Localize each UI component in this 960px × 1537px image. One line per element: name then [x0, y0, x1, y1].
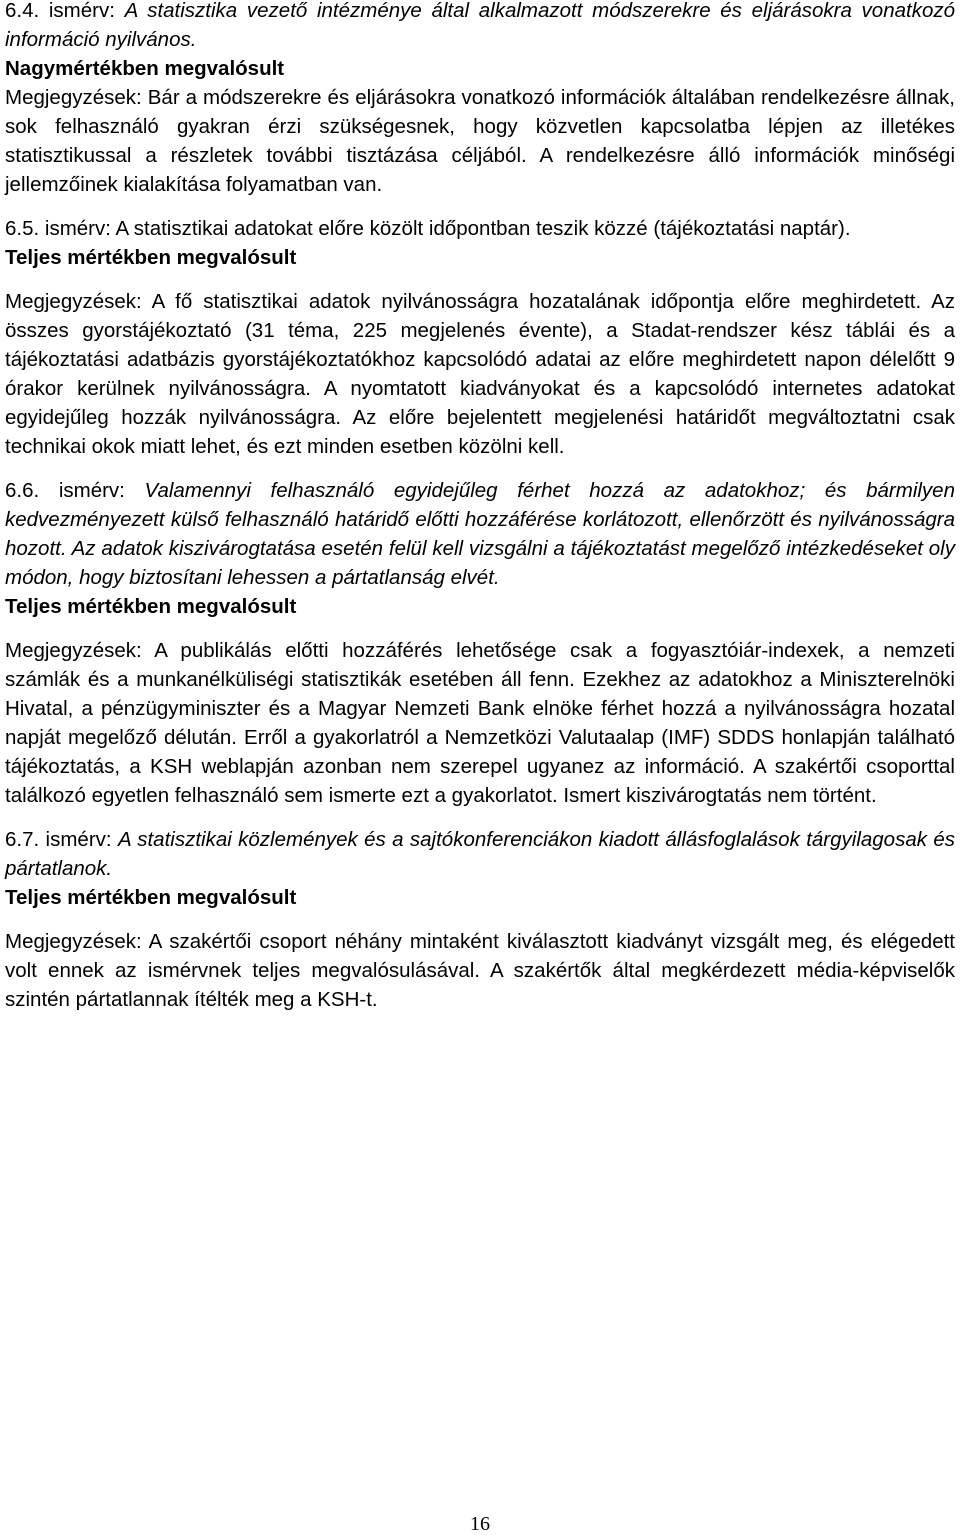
notes-6-6: Megjegyzések: A publikálás előtti hozzáférés lehetősége csak a fogyasztóiár-indexek, a nemzeti számlák és a munkanélküliségi statisztikák esetében áll fenn. Ezekhez az adatokhoz a Miniszterelnöki Hivatal, a pénzügyminiszter és a Magyar Nemzeti Bank elnöke férhet hozzá a nyilvánosságra hozatal napját megelőző délután. Erről a gyakorlatról a Nemzetközi Valutaalap (IMF) SDDS honlapján található tájékoztatás, a KSH weblapján azonban nem szerepel ugyanez az információ. A szakértői csoporttal találkozó egyetlen felhasználó sem ismerte ezt a gyakorlatot. Ismert kiszivárogtatás nem történt. [5, 639, 955, 807]
status-6-5: Teljes mértékben megvalósult [5, 246, 297, 269]
criterion-6-4 [5, 0, 955, 54]
page-number: 16 [470, 1513, 490, 1535]
criterion-label: 6.4. ismérv: [5, 0, 115, 22]
criterion-text: A statisztika vezető intézménye által alkalmazott módszerekre és eljárásokra vonatkozó információ nyilvános. [5, 0, 956, 51]
document-body [5, 0, 955, 1014]
criterion-text: A statisztikai adatokat előre közölt időpontban teszik közzé (tájékoztatási naptár). [115, 217, 851, 240]
criterion-6-5 [5, 214, 955, 243]
criterion-text: Valamennyi felhasználó egyidejűleg férhet hozzá az adatokhoz; és bármilyen kedvezményezett külső felhasználó határidő előtti hozzáférése korlátozott, ellenőrzött és nyilvánosságra hozott. Az adatok kiszivárogtatása esetén felül kell vizsgálni a tájékoztatást megelőző intézkedéseket oly módon, hogy biztosítani lehessen a pártatlanság elvét. [5, 479, 955, 589]
status-6-6: Teljes mértékben megvalósult [5, 595, 297, 618]
notes-6-5: Megjegyzések: A fő statisztikai adatok nyilvánosságra hozatalának időpontja előre meghirdetett. Az összes gyorstájékoztató (31 téma, 225 megjelenés évente), a Stadat-rendszer kész táblái és a tájékoztatási adatbázis gyorstájékoztatókhoz kapcsolódó adatai az előre meghirdetett napon délelőtt 9 órakor kerülnek nyilvánosságra. A nyomtatott kiadványokat és a kapcsolódó internetes adatokat egyidejűleg hozzák nyilvánosságra. Az előre bejelentett megjelenési határidőt megváltoztatni csak technikai okok miatt lehet, és ezt minden esetben közölni kell. [5, 290, 955, 458]
criterion-6-6 [5, 476, 955, 592]
criterion-label: 6.6. ismérv: [5, 479, 125, 502]
status-6-7: Teljes mértékben megvalósult [5, 886, 297, 909]
criterion-text: A statisztikai közlemények és a sajtókonferenciákon kiadott állásfoglalások tárgyilagosak és pártatlanok. [5, 828, 955, 880]
criterion-label: 6.7. ismérv: [5, 828, 112, 851]
notes-6-4: Megjegyzések: Bár a módszerekre és eljárásokra vonatkozó információk általában rendelkezésre állnak, sok felhasználó gyakran érzi szükségesnek, hogy közvetlen kapcsolatba lépjen az illetékes statisztikussal a részletek további tisztázása céljából. A rendelkezésre álló információk minőségi jellemzőinek kialakítása folyamatban van. [5, 86, 955, 196]
status-6-4: Nagymértékben megvalósult [5, 57, 285, 80]
criterion-label: 6.5. ismérv: [5, 217, 111, 240]
notes-6-7: Megjegyzések: A szakértői csoport néhány mintaként kiválasztott kiadványt vizsgált meg, és elégedett volt ennek az ismérvnek teljes megvalósulásával. A szakértők által megkérdezett média-képviselők szintén pártatlannak ítélték meg a KSH-t. [5, 930, 955, 1011]
criterion-6-7 [5, 825, 955, 883]
